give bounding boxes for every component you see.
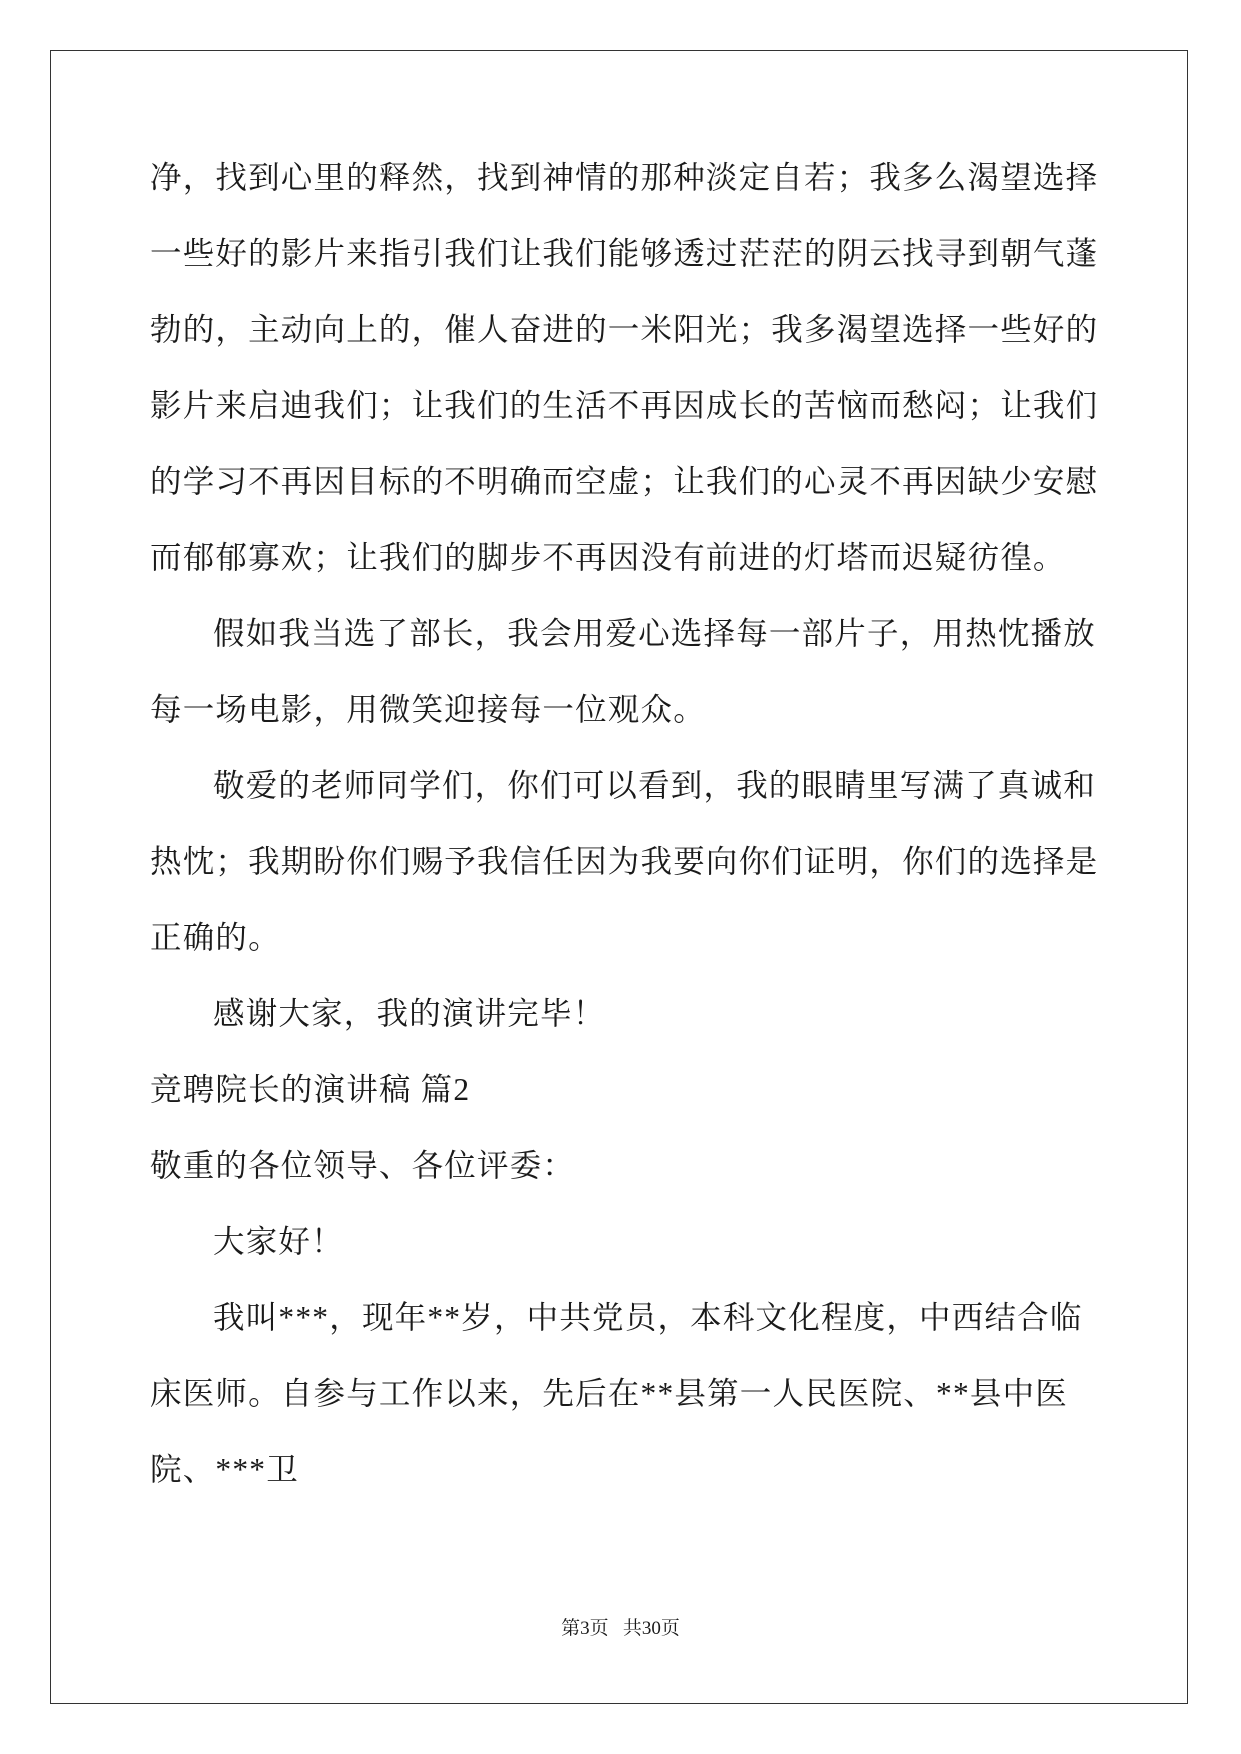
- paragraph-intro: 我叫***，现年**岁，中共党员，本科文化程度，中西结合临床医师。自参与工作以来，先后在**县第一人民医院、**县中医院、***卫: [150, 1300, 1083, 1487]
- page-number: 第3页: [561, 1618, 609, 1639]
- paragraph-2: 假如我当选了部长，我会用爱心选择每一部片子，用热忱播放每一场电影，用微笑迎接每一位观众。: [150, 616, 1096, 727]
- section-heading: 竞聘院长的演讲稿 篇2: [150, 1072, 471, 1107]
- document-body: [150, 140, 1100, 1508]
- page-footer: [0, 1617, 1241, 1641]
- paragraph-1: 净，找到心里的释然，找到神情的那种淡定自若；我多么渴望选择一些好的影片来指引我们让我们能够透过茫茫的阴云找寻到朝气蓬勃的，主动向上的，催人奋进的一米阳光；我多渴望选择一些好的影片来启迪我们；让我们的生活不再因成长的苦恼而愁闷；让我们的学习不再因目标的不明确而空虚；让我们的心灵不再因缺少安慰而郁郁寡欢；让我们的脚步不再因没有前进的灯塔而迟疑彷徨。: [150, 160, 1099, 575]
- total-pages: 共30页: [622, 1618, 680, 1639]
- paragraph-4: 感谢大家，我的演讲完毕！: [213, 996, 606, 1031]
- greeting: 大家好！: [213, 1224, 344, 1259]
- paragraph-3: 敬爱的老师同学们，你们可以看到，我的眼睛里写满了真诚和热忱；我期盼你们赐予我信任因为我要向你们证明，你们的选择是正确的。: [150, 768, 1099, 955]
- salutation: 敬重的各位领导、各位评委：: [150, 1148, 576, 1183]
